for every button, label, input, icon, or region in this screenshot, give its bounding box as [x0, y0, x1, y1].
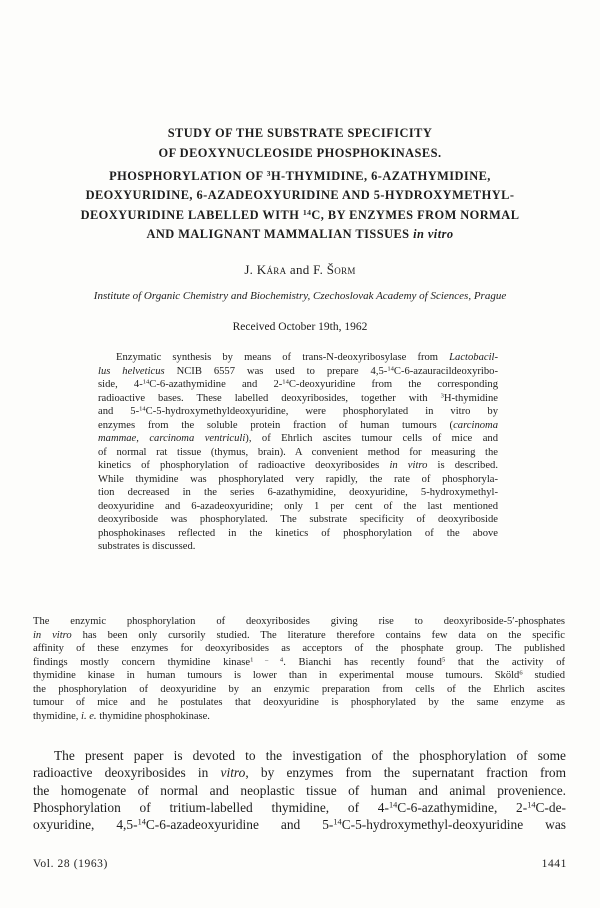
intro-line: thymidine kinase in human tumours is lower than in experimental mouse tumours. Sköld$^6$ studied — [33, 669, 565, 681]
abstract-line: substrates is discussed. — [98, 541, 196, 552]
abstract-line: Enzymatic synthesis by means of trans-N-deoxyribosylase from Lactobacil- — [116, 352, 498, 363]
body-line: Phosphorylation of tritium-labelled thymidine, of 4-$^{14}$C-6-azathymidine, 2-$^{14}$C-de- — [33, 799, 566, 815]
body-line: radioactive deoxyribosides in vitro, by enzymes from the supernatant fraction from — [33, 765, 567, 781]
title-line-2: OF DEOXYNUCLEOSIDE PHOSPHOKINASES. — [158, 146, 442, 160]
abstract-line: radioactive bases. These labelled deoxyribosides, together with $^3$H-thymidine — [98, 391, 498, 404]
abstract-line: deoxyuridine and 6-azadeoxyuridine; only 1 per cent of the last mentioned — [98, 500, 498, 512]
intro-paragraph — [33, 615, 565, 723]
abstract-line: mammae, carcinoma ventriculi), of Ehrlich ascites tumour cells of mice and — [98, 433, 498, 444]
received-date: Received October 19th, 1962 — [232, 321, 368, 333]
title-line-5: DEOXYURIDINE LABELLED WITH $^{14}$C, BY ENZYMES FROM NORMAL — [80, 207, 520, 222]
intro-line: findings mostly concern thymidine kinase$^{1 - 4}$. Bianchi has recently found$^5$ that the activity of — [33, 655, 565, 668]
affiliation: Institute of Organic Chemistry and Biochemistry, Czechoslovak Academy of Sciences, Prague — [93, 290, 507, 302]
intro-line: thymidine, i. e. thymidine phosphokinase. — [33, 710, 210, 722]
body-line: oxyuridine, 4,5-$^{14}$C-6-azadeoxyuridine and 5-$^{14}$C-5-hydroxymethyl-deoxyuridine was — [33, 817, 566, 833]
abstract-line: enzymes from the soluble protein fraction of human tumours (carcinoma — [98, 419, 498, 431]
body-line: The present paper is devoted to the investigation of the phosphorylation of some — [54, 748, 566, 763]
title-line-1: STUDY OF THE SUBSTRATE SPECIFICITY — [167, 126, 433, 140]
intro-line: The enzymic phosphorylation of deoxyribosides giving rise to deoxyriboside-5′-phosphates — [33, 616, 565, 627]
abstract-line: While thymidine was phosphorylated very rapidly, the rate of phosphoryla- — [98, 473, 498, 485]
intro-line: in vitro has been only cursorily studied. The literature therefore contains few data on the specific — [33, 629, 565, 641]
abstract-line: deoxyriboside was phosphorylated. The substrate specificity of deoxyriboside — [98, 514, 498, 525]
abstract-line: of normal rat tissue (thymus, brain). A convenient method for measuring the — [98, 446, 498, 458]
footer-volume: Vol. 28 (1963) — [33, 858, 108, 870]
abstract-line: lus helveticus NCIB 6557 was used to prepare 4,5-$^{14}$C-6-azauracildeoxyribo- — [98, 364, 498, 377]
intro-line: tumour of mice and he postulates that deoxyuridine is phosphorylated by the same enzyme as — [33, 697, 565, 708]
intro-line: affinity of these enzymes for deoxyribosides as acceptors of the phosphate group. The published — [33, 643, 565, 654]
abstract-line: side, 4-$^{14}$C-6-azathymidine and 2-$^{14}$C-deoxyuridine from the corresponding — [98, 378, 499, 390]
abstract-line: and 5-$^{14}$C-5-hydroxymethyldeoxyuridine, were phosphorylated in vitro by — [98, 405, 498, 417]
body-line: the homogenate of normal and neoplastic tissue of human and animal provenience. — [33, 782, 566, 798]
abstract-line: kinetics of phosphorylation of radioactive deoxyribosides in vitro is described. — [98, 460, 498, 471]
body-paragraph — [33, 747, 566, 833]
title-line-4: DEOXYURIDINE, 6-AZADEOXYURIDINE AND 5-HYDROXYMETHYL- — [85, 188, 515, 202]
authors: J. Kára and F. Šorm — [244, 262, 356, 277]
title-line-3: PHOSPHORYLATION OF $^3$H-THYMIDINE, 6-AZATHYMIDINE, — [109, 168, 491, 183]
footer-page-number: 1441 — [541, 858, 567, 870]
abstract-line: tion decreased in the series 6-azathymidine, deoxyuridine, 5-hydroxymethyl- — [98, 487, 498, 498]
title-line-6: AND MALIGNANT MAMMALIAN TISSUES in vitro — [146, 227, 454, 241]
abstract — [98, 351, 498, 554]
abstract-line: phosphokinases reflected in the kinetics of phosphorylation of the above — [98, 527, 498, 539]
intro-line: the phosphorylation of deoxyuridine by an enzymic preparation from cells of the Ehrlich ascites — [33, 683, 565, 695]
